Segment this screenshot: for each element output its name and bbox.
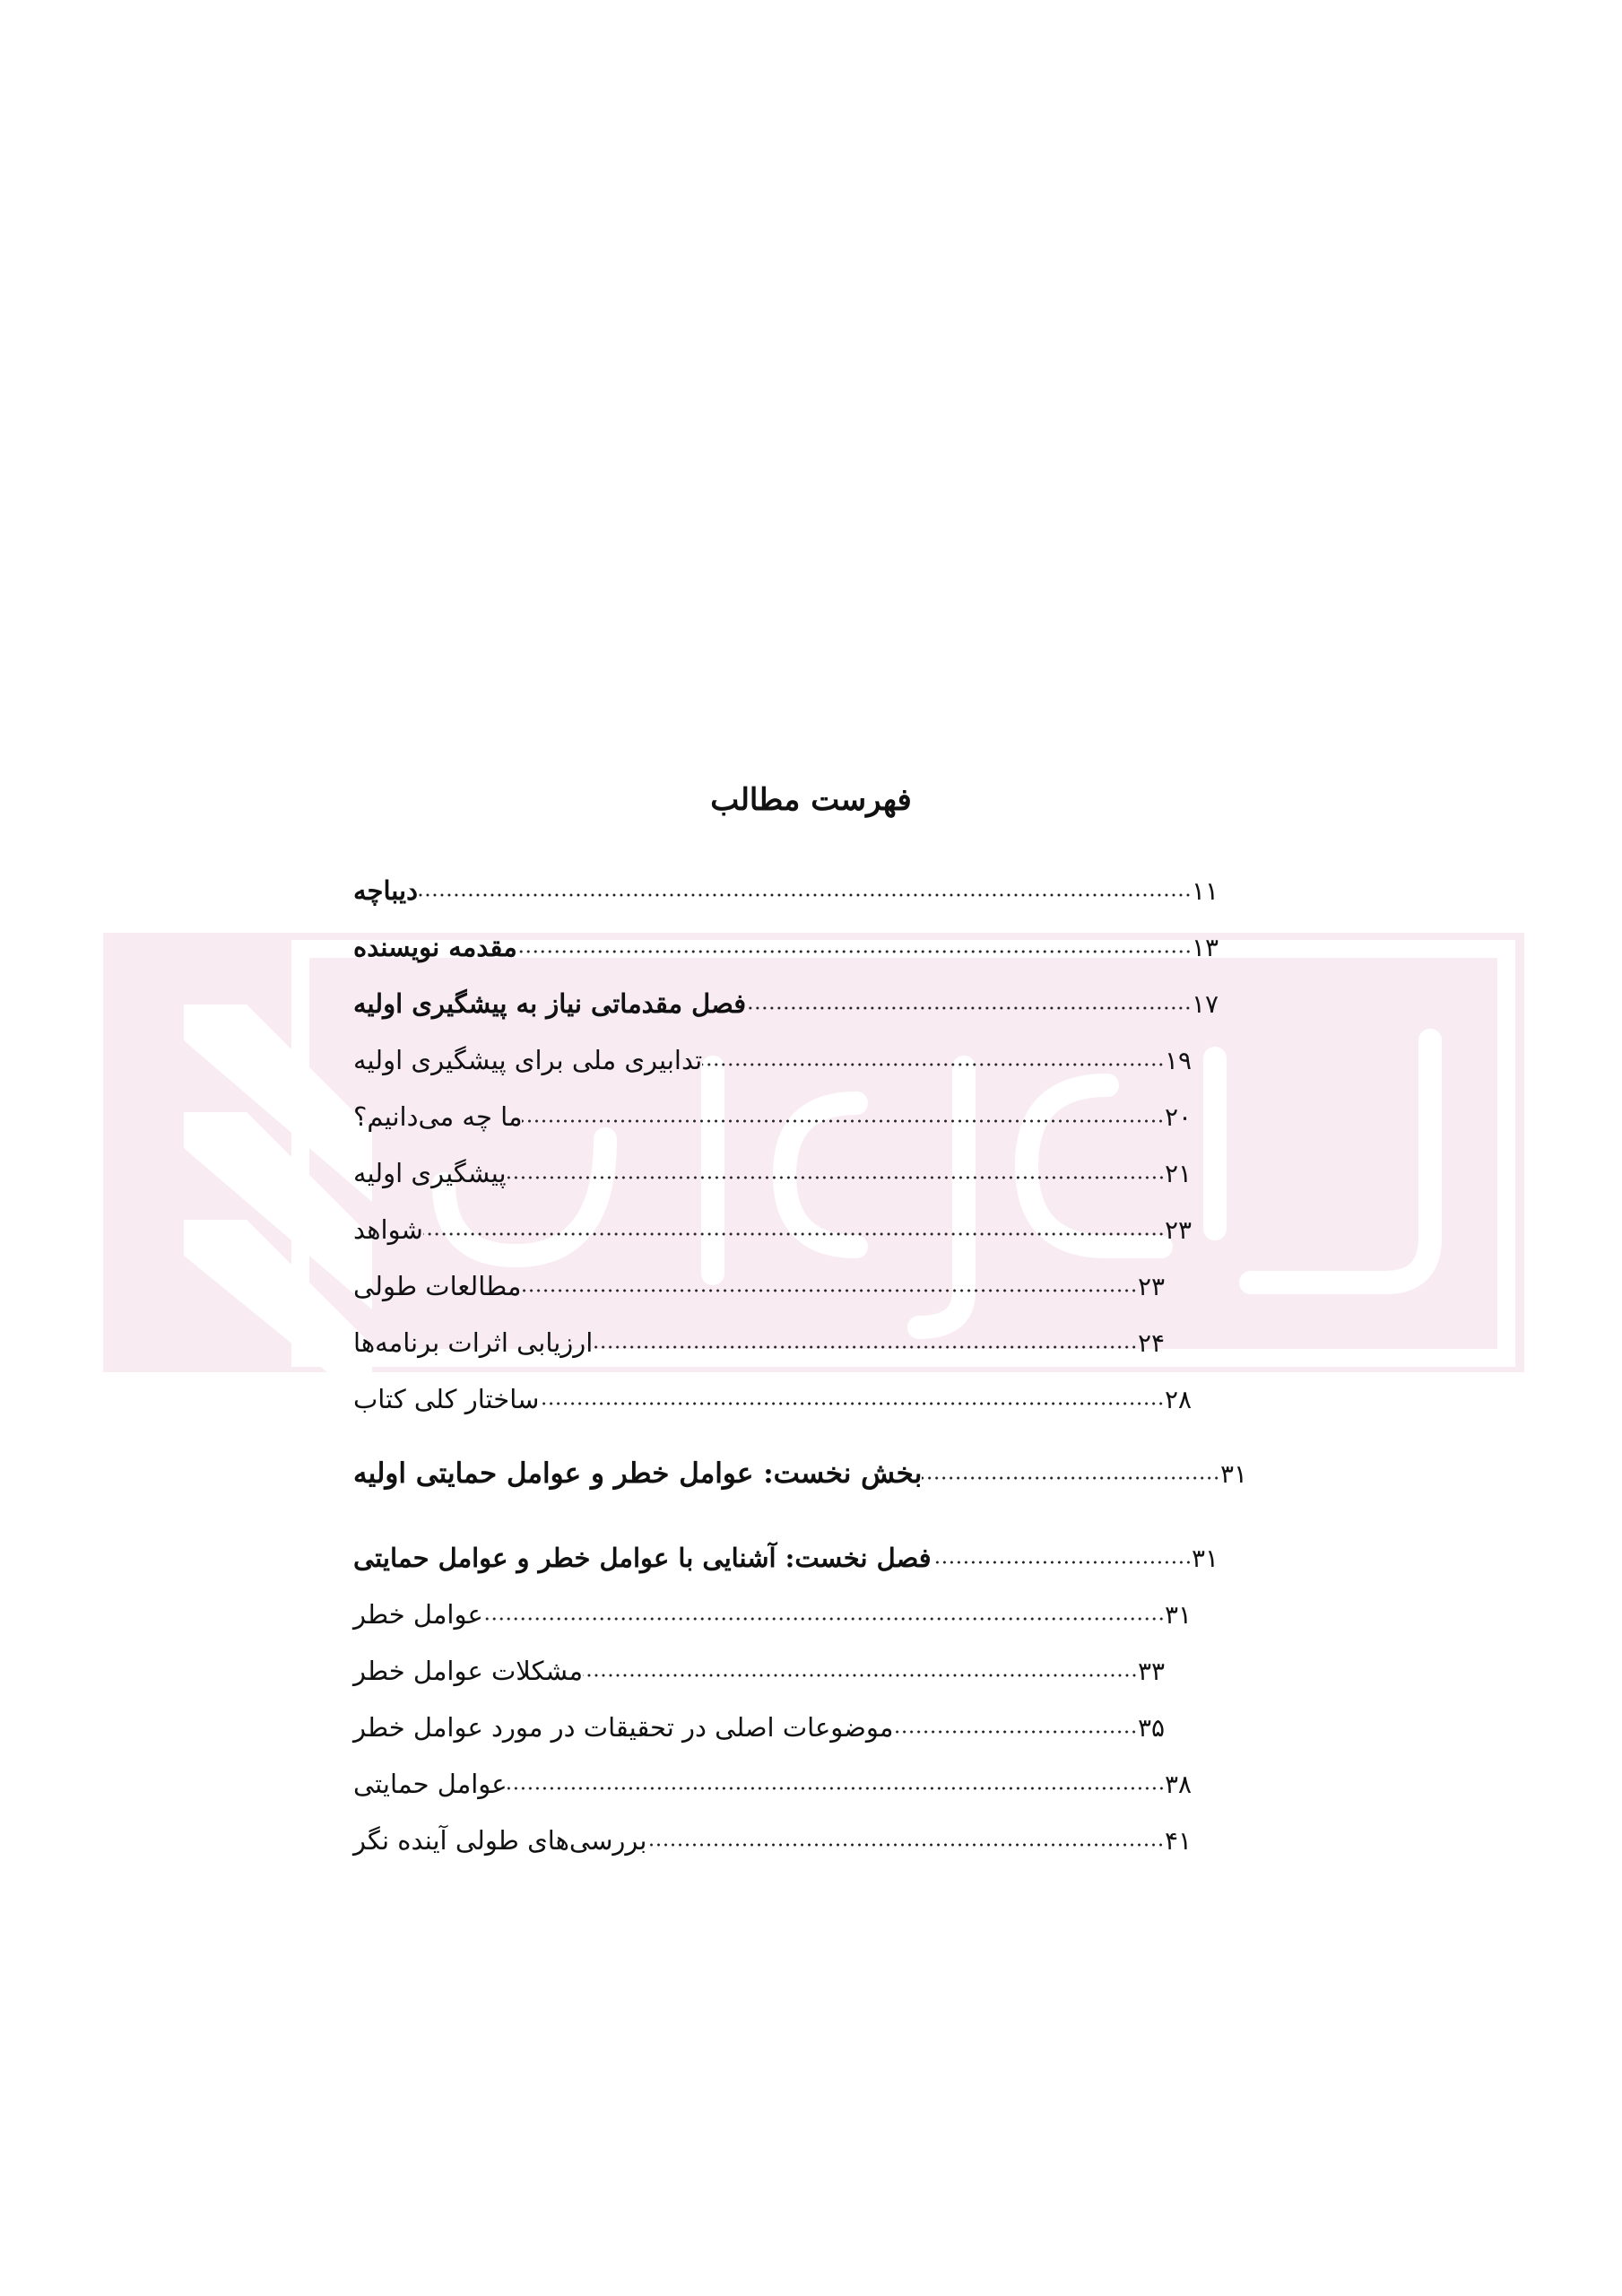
toc-entry-label: موضوعات اصلی در تحقیقات در مورد عوامل خطر [353,1712,894,1743]
leader-dots [593,1345,1138,1349]
leader-dots [423,1232,1165,1236]
toc-entry-label: ارزیابی اثرات برنامه‌ها [353,1327,594,1358]
toc-entry-page: ۱۷ [1192,988,1219,1019]
toc-entry-page: ۳۵ [1138,1712,1166,1743]
leader-dots [507,1176,1165,1179]
toc-entry-label: پیشگیری اولیه [353,1158,507,1188]
toc-entry[interactable] [348,1152,1219,1194]
toc-entry-preface[interactable] [348,870,1245,911]
toc-entry-intro-chapter[interactable] [348,983,1245,1024]
leader-dots [539,1402,1165,1405]
leader-dots [922,1476,1220,1480]
toc-entry[interactable] [348,1594,1219,1635]
leader-dots [522,1119,1165,1123]
toc-entry-label: فصل مقدماتی نیاز به پیشگیری اولیه [353,988,747,1019]
toc-entry-page: ۱۳ [1192,932,1219,962]
toc-entry[interactable] [348,1707,1192,1748]
toc-entry[interactable] [348,1039,1219,1081]
toc-entry-page: ۳۳ [1138,1656,1166,1686]
toc-entry[interactable] [348,1650,1192,1692]
leader-dots [746,1006,1192,1010]
toc-entry-label: دیباچه [353,875,419,906]
toc-entry-label: شواهد [353,1214,423,1245]
toc-entry-page: ۲۳ [1138,1271,1166,1301]
toc-entry-label: تدابیری ملی برای پیشگیری اولیه [353,1045,703,1075]
leader-dots [646,1843,1165,1847]
leader-dots [507,1787,1165,1790]
toc-entry-page: ۱۱ [1192,875,1219,906]
leader-dots [521,1289,1138,1292]
toc-entry-label: ساختار کلی کتاب [353,1384,540,1414]
toc-entry-page: ۲۳ [1165,1214,1193,1245]
toc-entry[interactable] [348,1096,1219,1137]
leader-dots [583,1674,1138,1677]
toc-entry-page: ۳۱ [1192,1543,1219,1573]
leader-dots [418,893,1192,897]
toc-entry-page: ۲۱ [1165,1158,1193,1188]
toc-entry-page: ۲۰ [1165,1101,1193,1132]
toc-entry-page: ۳۱ [1220,1458,1248,1489]
leader-dots [483,1617,1165,1621]
toc-entry-label: فصل نخست: آشنایی با عوامل خطر و عوامل حمایتی [353,1543,932,1573]
leader-dots [517,950,1192,953]
toc-entry-chapter-one[interactable] [348,1537,1245,1578]
toc-entry-author-intro[interactable] [348,926,1245,968]
leader-dots [893,1730,1138,1734]
toc-entry-page: ۲۸ [1165,1384,1193,1414]
toc-entry-label: بخش نخست: عوامل خطر و عوامل حمایتی اولیه [353,1457,923,1490]
toc-entry[interactable] [348,1209,1219,1250]
toc-entry-label: عوامل خطر [353,1599,483,1630]
toc-entry-part-one[interactable] [348,1453,1274,1494]
toc-title: فهرست مطالب [710,782,912,818]
toc-entry-label: بررسی‌های طولی آینده نگر [353,1825,647,1856]
toc-entry-label: عوامل حمایتی [353,1769,507,1799]
toc-entry[interactable] [348,1378,1219,1420]
toc-entry[interactable] [348,1820,1219,1861]
toc-entry-label: مطالعات طولی [353,1271,522,1301]
toc-entry-page: ۲۴ [1138,1327,1166,1358]
toc-entry[interactable] [348,1763,1219,1805]
toc-entry-label: مشکلات عوامل خطر [353,1656,584,1686]
toc-entry[interactable] [348,1322,1192,1363]
toc-entry-page: ۴۱ [1165,1825,1193,1856]
leader-dots [702,1063,1165,1066]
toc-entry-label: مقدمه نویسنده [353,932,517,962]
toc-entry-page: ۳۸ [1165,1769,1193,1799]
leader-dots [932,1561,1192,1564]
toc-entry[interactable] [348,1265,1192,1307]
toc-entry-label: ما چه می‌دانیم؟ [353,1101,523,1132]
toc-entry-page: ۳۱ [1165,1599,1193,1630]
toc-entry-page: ۱۹ [1165,1045,1193,1075]
